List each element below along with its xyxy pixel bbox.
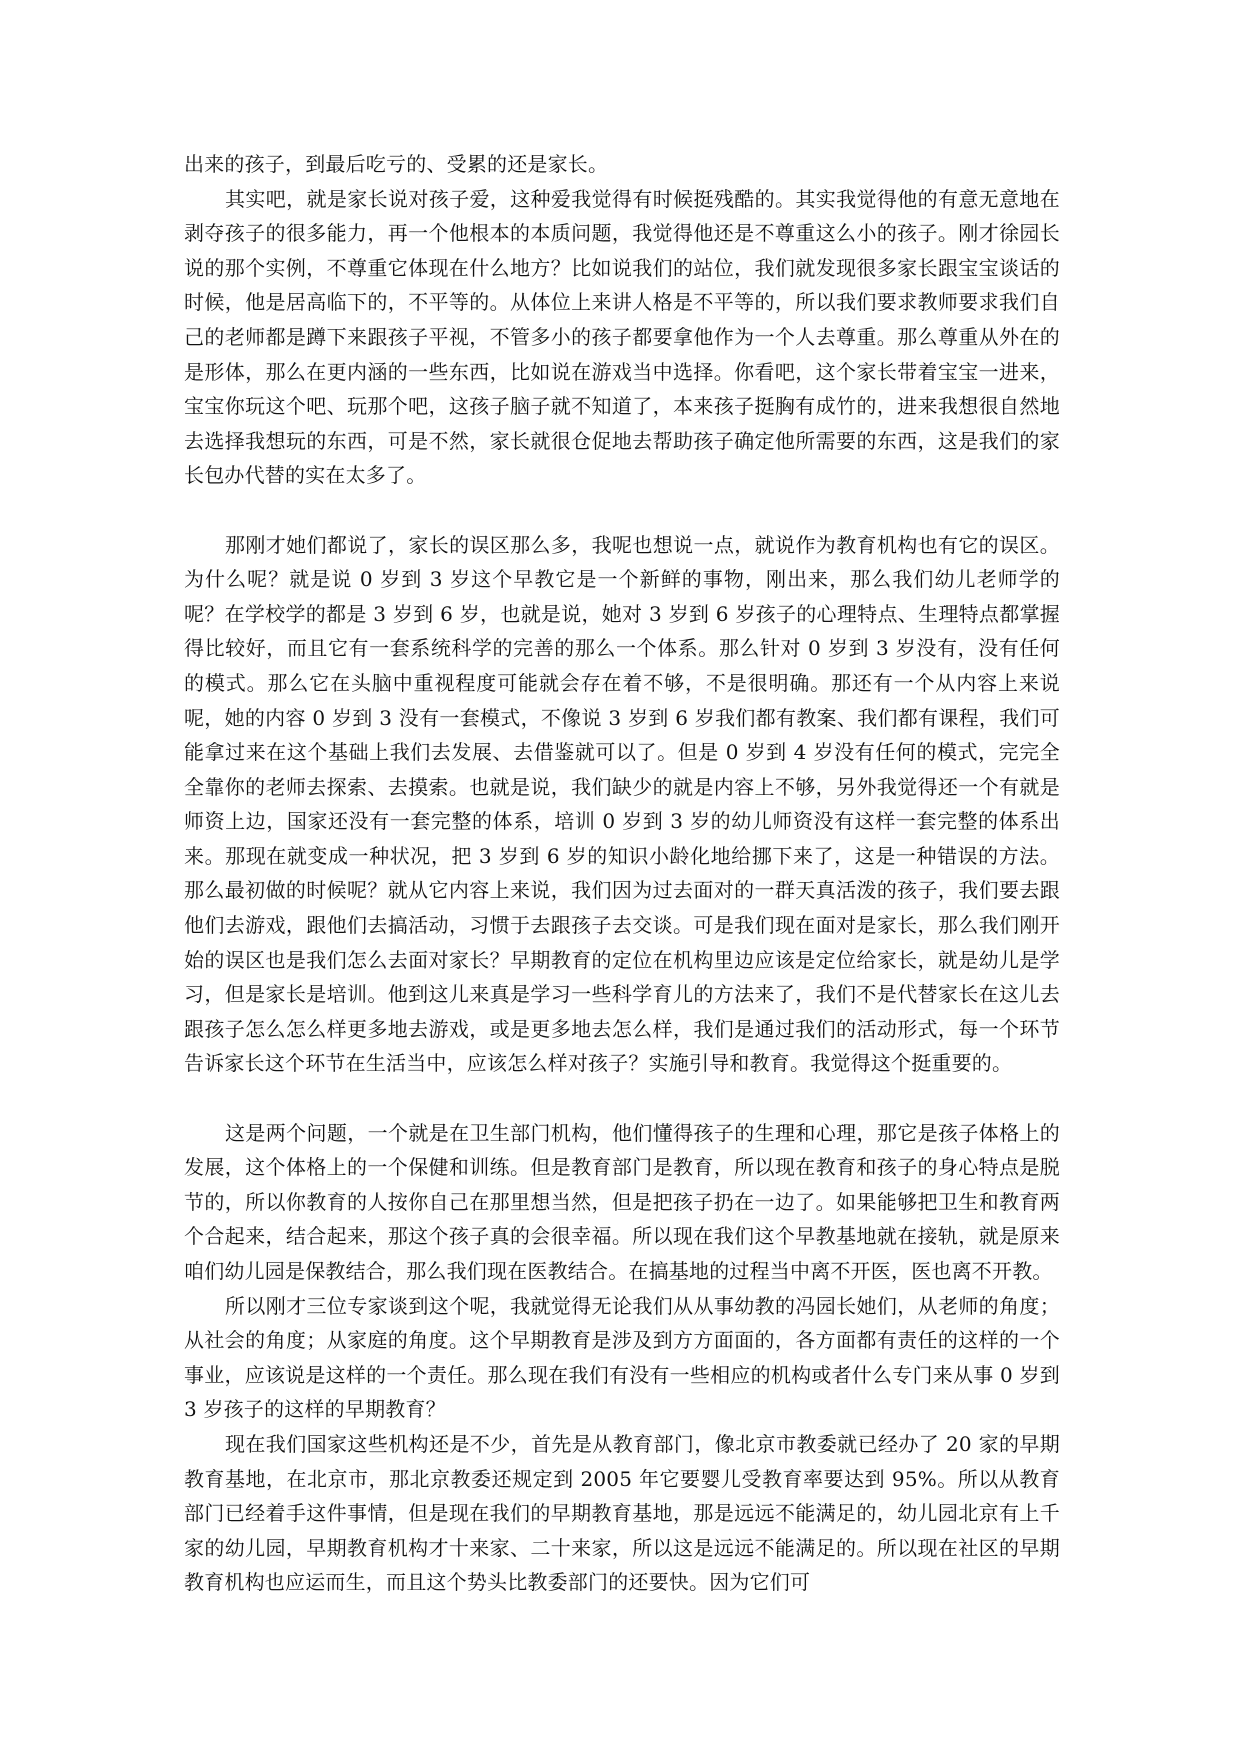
paragraph-experts-summary: 所以刚才三位专家谈到这个呢，我就觉得无论我们从从事幼教的冯园长她们，从老师的角度；从社会的角度；从家庭的角度。这个早期教育是涉及到方方面面的，各方面都有责任的这样的一个事业，应该说是这样的一个责任。那么现在我们有没有一些相应的机构或者什么专门来从事 0 岁到 3 岁孩子的这样的早期教育？ — [184, 1293, 1060, 1422]
paragraph-health-and-education: 这是两个问题，一个就是在卫生部门机构，他们懂得孩子的生理和心理，那它是孩子体格上的发展，这个体格上的一个保健和训练。但是教育部门是教育，所以现在教育和孩子的身心特点是脱节的，所以你教育的人按你自己在那里想当然，但是把孩子扔在一边了。如果能够把卫生和教育两个合起来，结合起来，那这个孩子真的会很幸福。所以现在我们这个早教基地就在接轨，就是原来咱们幼儿园是保教结合，那么我们现在医教结合。在搞基地的过程当中离不开医，医也离不开教。 — [184, 1120, 1060, 1283]
paragraph-continuation: 出来的孩子，到最后吃亏的、受累的还是家长。 — [184, 152, 609, 176]
paragraph-gap — [184, 493, 1060, 528]
paragraph-gap — [184, 1081, 1060, 1116]
paragraph-national-institutions: 现在我们国家这些机构还是不少，首先是从教育部门，像北京市教委就已经办了 20 家的早期教育基地，在北京市，那北京教委还规定到 2005 年它要婴儿受教育率要达到 95%。所以从教育部门已经着手这件事情，但是现在我们的早期教育基地，那是远远不能满足的，幼儿园北京有上千家的幼儿园，早期教育机构才十来家、二十来家，所以这是远远不能满足的。所以现在社区的早期教育机构也应运而生，而且这个势头比教委部门的还要快。因为它们可 — [184, 1431, 1060, 1595]
paragraph-parental-love: 其实吧，就是家长说对孩子爱，这种爱我觉得有时候挺残酷的。其实我觉得他的有意无意地在剥夺孩子的很多能力，再一个他根本的本质问题，我觉得他还是不尊重这么小的孩子。刚才徐园长说的那个实例，不尊重它体现在什么地方？比如说我们的站位，我们就发现很多家长跟宝宝谈话的时候，他是居高临下的，不平等的。从体位上来讲人格是不平等的，所以我们要求教师要求我们自己的老师都是蹲下来跟孩子平视，不管多小的孩子都要拿他作为一个人去尊重。那么尊重从外在的是形体，那么在更内涵的一些东西，比如说在游戏当中选择。你看吧，这个家长带着宝宝一进来，宝宝你玩这个吧、玩那个吧，这孩子脑子就不知道了，本来孩子挺胸有成竹的，进来我想很自然地去选择我想玩的东西，可是不然，家长就很仓促地去帮助孩子确定他所需要的东西，这是我们的家长包办代替的实在太多了。 — [184, 186, 1060, 488]
document-page — [184, 147, 1060, 1600]
paragraph-institution-misconceptions: 那刚才她们都说了，家长的误区那么多，我呢也想说一点，就说作为教育机构也有它的误区。为什么呢？就是说 0 岁到 3 岁这个早教它是一个新鲜的事物，刚出来，那么我们幼儿老师学的呢？在学校学的都是 3 岁到 6 岁，也就是说，她对 3 岁到 6 岁孩子的心理特点、生理特点都掌握得比较好，而且它有一套系统科学的完善的那么一个体系。那么针对 0 岁到 3 岁没有，没有任何的模式。那么它在头脑中重视程度可能就会存在着不够，不是很明确。那还有一个从内容上来说呢，她的内容 0 岁到 3 没有一套模式，不像说 3 岁到 6 岁我们都有教案、我们都有课程，我们可能拿过来在这个基础上我们去发展、去借鉴就可以了。但是 0 岁到 4 岁没有任何的模式，完完全全靠你的老师去探索、去摸索。也就是说，我们缺少的就是内容上不够，另外我觉得还一个有就是师资上边，国家还没有一套完整的体系，培训 0 岁到 3 岁的幼儿师资没有这样一套完整的体系出来。那现在就变成一种状况，把 3 岁到 6 岁的知识小龄化地给挪下来了，这是一种错误的方法。那么最初做的时候呢？就从它内容上来说，我们因为过去面对的一群天真活泼的孩子，我们要去跟他们去游戏，跟他们去搞活动，习惯于去跟孩子去交谈。可是我们现在面对是家长，那么我们刚开始的误区也是我们怎么去面对家长？早期教育的定位在机构里边应该是定位给家长，就是幼儿是学习，但是家长是培训。他到这儿来真是学习一些科学育儿的方法来了，我们不是代替家长在这儿去跟孩子怎么怎么样更多地去游戏，或是更多地去怎么样，我们是通过我们的活动形式，每一个环节告诉家长这个环节在生活当中，应该怎么样对孩子？实施引导和教育。我觉得这个挺重要的。 — [184, 532, 1060, 1076]
